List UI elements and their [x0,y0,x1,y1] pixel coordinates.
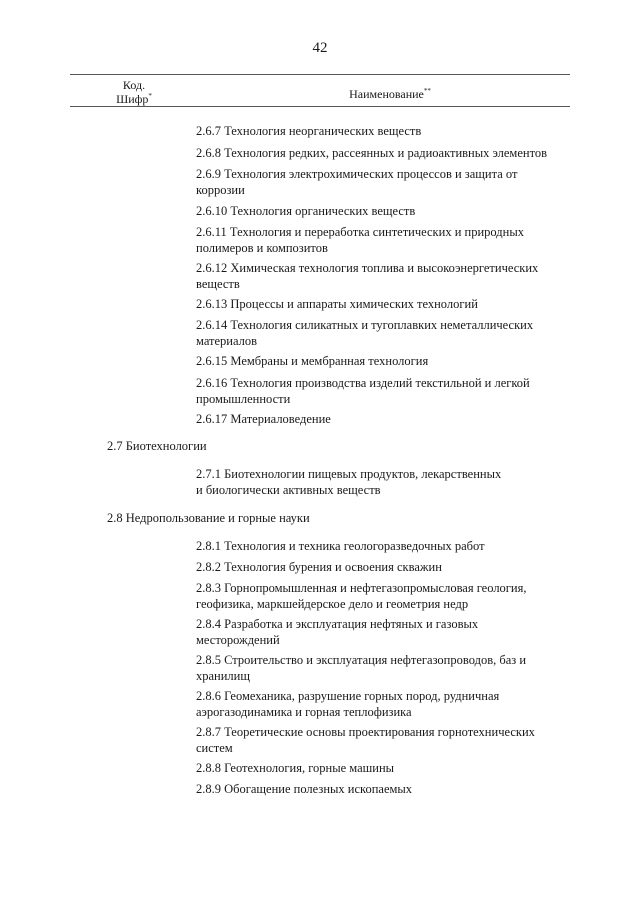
list-item-line: 2.6.7 Технология неорганических веществ [196,124,422,138]
section-heading-text: 2.8 Недропользование и горные науки [107,511,310,525]
list-item-line: 2.8.5 Строительство и эксплуатация нефтегазопроводов, баз и [196,653,527,667]
list-item [196,466,576,498]
list-item-line: 2.6.13 Процессы и аппараты химических технологий [196,297,478,311]
table-header-top-rule [70,74,570,75]
list-item [196,145,576,161]
column-header-code-line2: Шифр [116,92,149,106]
list-item [196,559,576,575]
list-item [196,688,576,720]
list-item-line: 2.6.10 Технология органических веществ [196,204,416,218]
list-item [196,375,576,407]
list-item-line: 2.8.4 Разработка и эксплуатация нефтяных и газовых [196,617,479,631]
list-item-line: систем [196,741,233,755]
column-header-code-line1: Код. [122,78,146,92]
list-item [196,166,576,198]
list-item-line: 2.6.15 Мембраны и мембранная технология [196,354,429,368]
column-header-code [104,78,164,106]
section-heading-text: 2.7 Биотехнологии [107,439,207,453]
list-item-line: 2.6.8 Технология редких, рассеянных и радиоактивных элементов [196,146,548,160]
list-item-line: 2.6.11 Технология и переработка синтетических и природных [196,225,524,239]
list-item-line: промышленности [196,392,291,406]
footnote-mark-code: * [148,92,152,100]
list-item [196,580,576,612]
list-item [196,538,576,554]
list-item-line: 2.6.16 Технология производства изделий текстильной и легкой [196,376,530,390]
list-item [196,353,576,369]
list-item [196,616,576,648]
list-item [196,296,576,312]
list-item [196,652,576,684]
column-header-name [300,86,480,102]
list-item [196,123,576,139]
list-item-line: 2.8.8 Геотехнология, горные машины [196,761,395,775]
list-item-line: месторождений [196,633,280,647]
list-item-line: веществ [196,277,240,291]
table-header-bottom-rule [70,106,570,107]
list-item [196,724,576,756]
section-heading [107,438,207,454]
list-item-line: 2.8.9 Обогащение полезных ископаемых [196,782,413,796]
list-item-line: 2.8.6 Геомеханика, разрушение горных пород, рудничная [196,689,500,703]
list-item-line: и биологически активных веществ [196,483,381,497]
list-item [196,760,576,776]
list-item-line: 2.6.14 Технология силикатных и тугоплавких неметаллических [196,318,534,332]
list-item [196,203,576,219]
list-item-line: 2.8.7 Теоретические основы проектирования горнотехнических [196,725,535,739]
list-item-line: хранилищ [196,669,250,683]
footnote-mark-name: ** [423,87,431,95]
list-item-line: геофизика, маркшейдерское дело и геометрия недр [196,597,469,611]
list-item-line: 2.8.3 Горнопромышленная и нефтегазопромысловая геология, [196,581,527,595]
list-item-line: 2.8.2 Технология бурения и освоения скважин [196,560,442,574]
list-item-line: 2.6.17 Материаловедение [196,412,331,426]
list-item-line: аэрогазодинамика и горная теплофизика [196,705,412,719]
list-item-line: 2.6.12 Химическая технология топлива и высокоэнергетических [196,261,539,275]
list-item [196,781,576,797]
list-item [196,317,576,349]
list-item-line: 2.7.1 Биотехнологии пищевых продуктов, лекарственных [196,467,502,481]
list-item-line: полимеров и композитов [196,241,328,255]
list-item-line: материалов [196,334,258,348]
list-item [196,260,576,292]
page-number: 42 [312,40,328,56]
list-item-line: 2.8.1 Технология и техника геологоразведочных работ [196,539,485,553]
list-item-line: коррозии [196,183,245,197]
list-item [196,224,576,256]
list-item [196,411,576,427]
section-heading [107,510,310,526]
list-item-line: 2.6.9 Технология электрохимических процессов и защита от [196,167,518,181]
column-header-name-label: Наименование [349,87,424,101]
